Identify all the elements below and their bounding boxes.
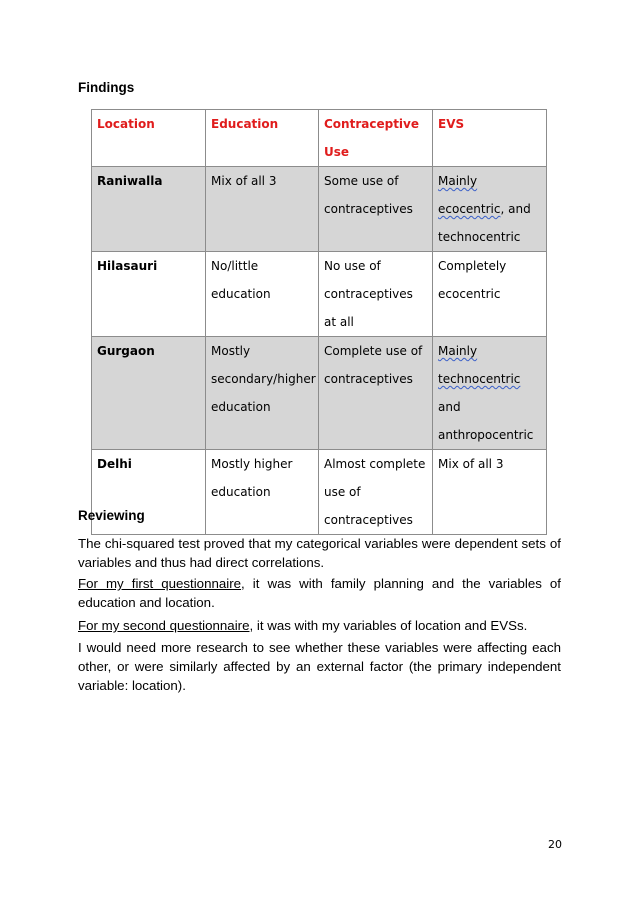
paragraph-text: , it was with family planning and the variables of education and location. — [78, 576, 561, 610]
cell-location: Hilasauri — [92, 252, 206, 337]
header-evs: EVS — [433, 110, 547, 167]
paragraph-text: , it was with my variables of location and EVSs. — [249, 618, 528, 633]
cell-education: No/little education — [206, 252, 319, 337]
cell-education: Mix of all 3 — [206, 167, 319, 252]
findings-heading: Findings — [78, 80, 135, 95]
paragraph-further-research: I would need more research to see whether these variables were affecting each other, or were similarly affected by an external factor (the primary independent variable: location). — [78, 640, 561, 693]
cell-contraceptive: No use of contraceptives at all — [319, 252, 433, 337]
cell-education: Mostly higher education — [206, 450, 319, 535]
header-location: Location — [92, 110, 206, 167]
second-questionnaire-link: For my second questionnaire — [78, 618, 250, 633]
header-education: Education — [206, 110, 319, 167]
table-row — [92, 337, 547, 450]
cell-evs: Completely ecocentric — [433, 252, 547, 337]
cell-location: Gurgaon — [92, 337, 206, 450]
paragraph-second-questionnaire — [78, 616, 561, 635]
cell-contraceptive: Some use of contraceptives — [319, 167, 433, 252]
cell-evs-text: and anthropocentric — [438, 400, 534, 442]
spellcheck-word: technocentric — [438, 372, 521, 386]
paragraph-chi-squared: The chi-squared test proved that my categorical variables were dependent sets of variables and thus had direct correlations. — [78, 536, 561, 570]
cell-location: Raniwalla — [92, 167, 206, 252]
cell-evs — [433, 167, 547, 252]
cell-evs: Mix of all 3 — [433, 450, 547, 535]
first-questionnaire-link: For my first questionnaire — [78, 576, 242, 591]
paragraph-first-questionnaire — [78, 574, 561, 612]
page-number: 20 — [548, 838, 562, 851]
table-row — [92, 450, 547, 535]
spellcheck-word: Mainly — [438, 344, 478, 358]
spellcheck-word: Mainly ecocentric — [438, 174, 501, 216]
reviewing-heading: Reviewing — [78, 508, 145, 523]
header-contraceptive-use: Contraceptive Use — [319, 110, 433, 167]
cell-education: Mostly secondary/higher education — [206, 337, 319, 450]
table-row — [92, 167, 547, 252]
table-row — [92, 252, 547, 337]
cell-contraceptive: Almost complete use of contraceptives — [319, 450, 433, 535]
findings-table — [91, 109, 547, 535]
cell-location: Delhi — [92, 450, 206, 535]
cell-evs-text: , and technocentric — [438, 202, 531, 244]
table-header-row — [92, 110, 547, 167]
cell-contraceptive: Complete use of contraceptives — [319, 337, 433, 450]
cell-evs — [433, 337, 547, 450]
